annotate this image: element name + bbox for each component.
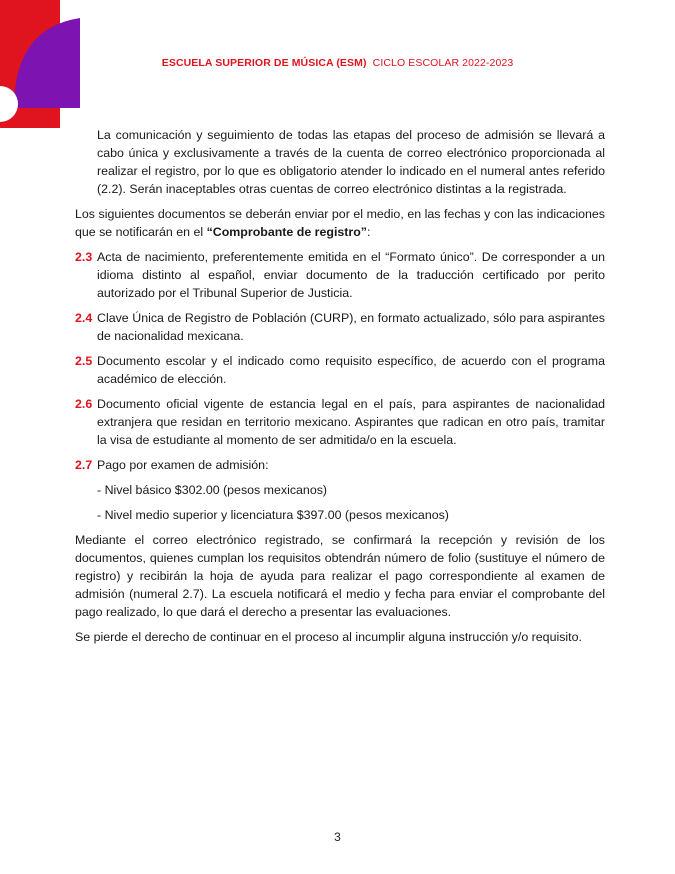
- header-cycle: CICLO ESCOLAR 2022-2023: [372, 57, 514, 69]
- list-item: [75, 309, 605, 345]
- warning-paragraph: Se pierde el derecho de continuar en el proceso al incumplir alguna instrucción y/o requisito.: [75, 630, 582, 644]
- fee-basic: - Nivel básico $302.00 (pesos mexicanos): [97, 483, 328, 497]
- documents-lead-paragraph: [75, 205, 605, 241]
- page-header: [0, 57, 675, 69]
- fee-upper: - Nivel medio superior y licenciatura $397.00 (pesos mexicanos): [97, 508, 449, 522]
- list-item: [75, 248, 605, 302]
- item-text: Documento escolar y el indicado como requisito específico, de acuerdo con el programa académico de elección.: [97, 354, 605, 386]
- item-text: Acta de nacimiento, preferentemente emitida en el “Formato único”. De corresponder a un idioma distinto al español, enviar documento de la traducción certificado por perito autorizado por el Tribunal Superior de Justicia.: [97, 250, 605, 300]
- item-number: 2.4: [75, 311, 93, 325]
- list-item: [75, 352, 605, 388]
- list-item: [75, 456, 605, 474]
- item-number: 2.7: [75, 458, 93, 472]
- item-text: Documento oficial vigente de estancia legal en el país, para aspirantes de nacionalidad extranjera que residan en territorio mexicano. Aspirantes que radican en otro país, tramitar la visa de estudiante al momento de ser admitida/o en la escuela.: [97, 397, 605, 447]
- item-text: Pago por examen de admisión:: [97, 458, 269, 472]
- list-item: [75, 395, 605, 449]
- item-text: Clave Única de Registro de Población (CURP), en formato actualizado, sólo para aspirantes de nacionalidad mexicana.: [97, 311, 605, 343]
- intro-paragraph: La comunicación y seguimiento de todas las etapas del proceso de admisión se llevará a cabo única y exclusivamente a través de la cuenta de correo electrónico proporcionada al realizar el registro, por lo que es obligatorio atender lo indicado en el numeral antes referido (2.2). Serán inaceptables otras cuentas de correo electrónico distintas a la registrada.: [97, 128, 605, 196]
- document-body: [75, 126, 605, 653]
- documents-lead-text: Los siguientes documentos se deberán enviar por el medio, en las fechas y con las indicaciones que se notificarán en el: [75, 207, 605, 239]
- item-number: 2.6: [75, 397, 93, 411]
- header-school: ESCUELA SUPERIOR DE MÚSICA (ESM): [161, 57, 367, 69]
- registration-receipt-name: “Comprobante de registro”: [206, 225, 367, 239]
- confirmation-paragraph: Mediante el correo electrónico registrado, se confirmará la recepción y revisión de los documentos, quienes cumplan los requisitos obtendrán número de folio (sustituye el número de registro) y recibirán la hoja de ayuda para realizar el pago correspondiente al examen de admisión (numeral 2.7). La escuela notificará el medio y fecha para enviar el comprobante del pago realizado, lo que dará el derecho a presentar las evaluaciones.: [75, 533, 605, 619]
- documents-lead-end: :: [367, 225, 371, 239]
- item-number: 2.3: [75, 250, 93, 264]
- page-number: 3: [334, 830, 341, 844]
- item-number: 2.5: [75, 354, 93, 368]
